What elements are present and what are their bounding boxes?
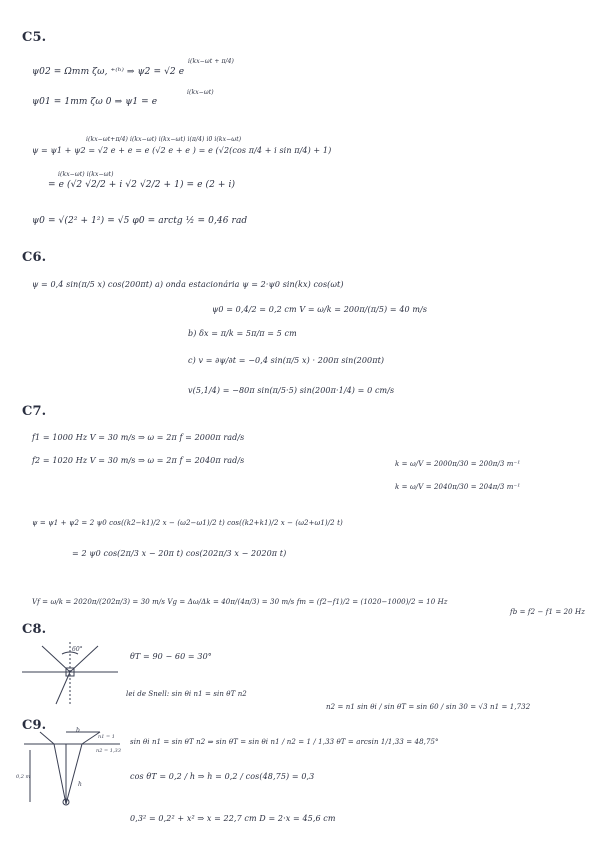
c9-line-2: cos θT = 0,2 / h ⇒ h = 0,2 / cos(48,75) = 0,3 (130, 772, 315, 781)
c5-line-1-exponent: i(kx−ωt + π/4) (188, 58, 234, 65)
c9-fig-n2-label: n2 = 1,33 (96, 748, 121, 754)
c6-line-5: v(5,1/4) = −80π sin(π/5·5) sin(200π·1/4) = 0 cm/s (188, 386, 395, 395)
c7-line-1: f1 = 1000 Hz V = 30 m/s ⇒ ω = 2π f = 2000π rad/s (32, 433, 245, 442)
c8-fig-angle-label: 60° (72, 646, 83, 653)
heading-c8: C8. (22, 622, 47, 637)
c6-line-3: b) δx = π/k = 5π/π = 5 cm (188, 329, 297, 338)
c5-line-4-exponents: i(kx−ωt) i(kx−ωt) (58, 171, 114, 178)
c6-line-1: ψ = 0,4 sin(π/5 x) cos(200πt) a) onda estacionária ψ = 2·ψ0 sin(kx) cos(ωt) (32, 280, 344, 289)
c7-line-4: = 2 ψ0 cos(2π/3 x − 20π t) cos(202π/3 x − 2020π t) (72, 549, 287, 558)
c5-line-3: ψ = ψ1 + ψ2 = √2 e + e = e (√2 e + e ) = e (√2(cos π/4 + i sin π/4) + 1) (32, 146, 332, 155)
c8-line-3: n2 = n1 sin θi / sin θT = sin 60 / sin 30 = √3 n1 = 1,732 (326, 703, 531, 711)
c8-line-1: θT = 90 − 60 = 30° (130, 652, 212, 661)
c5-line-5: ψ0 = √(2² + 1²) = √5 φ0 = arctg ½ = 0,46 rad (32, 216, 248, 226)
c7-line-5b: fb = f2 − f1 = 20 Hz (510, 608, 586, 616)
c7-line-2b: k = ω/V = 2040π/30 = 204π/3 m⁻¹ (395, 483, 521, 491)
heading-c9: C9. (22, 718, 47, 733)
c9-fig-n1-label: n1 = 1 (98, 734, 115, 740)
c9-fig-h-label: h (78, 781, 82, 788)
c7-line-2: f2 = 1020 Hz V = 30 m/s ⇒ ω = 2π f = 2040π rad/s (32, 456, 245, 465)
c5-line-2-exponent: i(kx−ωt) (187, 89, 214, 96)
c5-line-4: = e (√2 √2/2 + i √2 √2/2 + 1) = e (2 + i) (48, 180, 236, 190)
c8-line-2: lei de Snell: sin θi n1 = sin θT n2 (126, 690, 247, 698)
c9-fig-top-label: b (76, 727, 80, 734)
c7-line-3: ψ = ψ1 + ψ2 = 2 ψ0 cos((k2−k1)/2 x − (ω2−ω1)/2 t) cos((k2+k1)/2 x − (ω2+ω1)/2 t) (32, 519, 343, 527)
refraction-diagram-c8 (22, 640, 122, 710)
c5-line-1: ψ02 = Ωmm ζω, ⁺⁽ʰ⁾ ⇒ ψ2 = √2 e (32, 67, 185, 77)
c9-fig-depth-label: 0,2 m (16, 774, 31, 780)
c6-line-2: ψ0 = 0,4/2 = 0,2 cm V = ω/k = 200π/(π/5) = 40 m/s (212, 305, 428, 314)
heading-c6: C6. (22, 250, 47, 265)
c7-line-5: Vf = ω/k = 2020π/(202π/3) = 30 m/s Vg = Δω/Δk = 40π/(4π/3) = 30 m/s fm = (f2−f1)/2 = (1020−1000)/2 = 10 Hz (32, 598, 448, 606)
heading-c5: C5. (22, 30, 47, 45)
c9-line-3: 0,3² = 0,2² + x² ⇒ x = 22,7 cm D = 2·x = 45,6 cm (130, 814, 336, 823)
c5-line-3-exponents: i(kx−ωt+π/4) i(kx−ωt) i(kx−ωt) i(π/4) i0 i(kx−ωt) (86, 136, 242, 143)
heading-c7: C7. (22, 404, 47, 419)
c9-line-1: sin θi n1 = sin θT n2 ⇒ sin θT = sin θi n1 / n2 = 1 / 1,33 θT = arcsin 1/1,33 = 48,75° (130, 738, 439, 746)
c5-line-2: ψ01 = 1mm ζω 0 ⇒ ψ1 = e (32, 97, 158, 107)
c6-line-4: c) v = ∂ψ/∂t = −0,4 sin(π/5 x) · 200π sin(200πt) (188, 356, 385, 365)
refraction-diagram-c9 (16, 728, 128, 810)
c7-line-1b: k = ω/V = 2000π/30 = 200π/3 m⁻¹ (395, 460, 521, 468)
